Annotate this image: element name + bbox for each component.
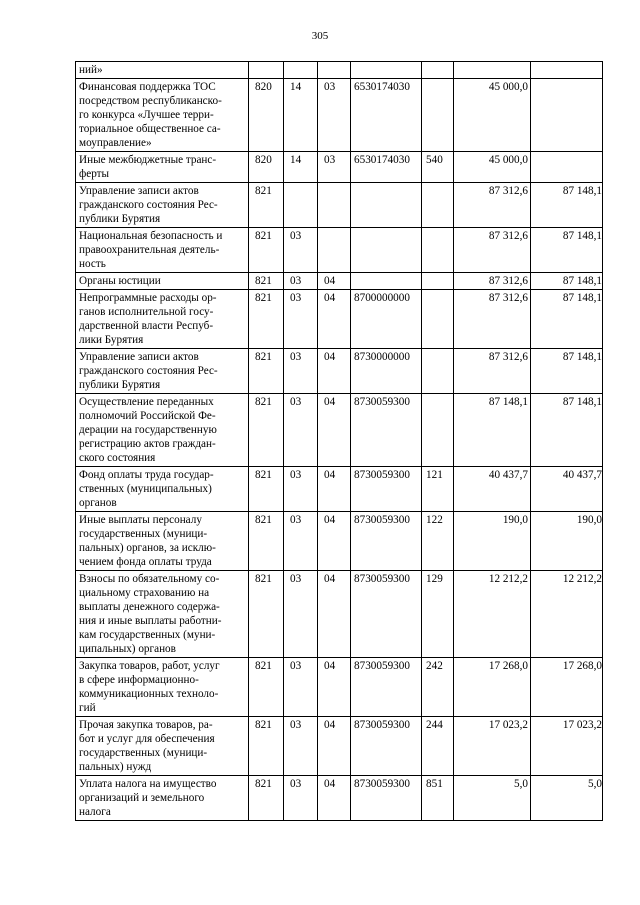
grbs-code-cell: 821 xyxy=(249,776,284,821)
row-name-cell xyxy=(76,349,249,394)
amount-2-cell: 87 148,1 xyxy=(531,273,603,290)
section-code-cell: 14 xyxy=(284,79,318,152)
row-name-line: гражданского состояния Рес- xyxy=(79,365,218,377)
row-name-line: моуправление» xyxy=(79,137,152,149)
table-row xyxy=(76,79,603,152)
target-article-cell: 8730059300 xyxy=(351,776,422,821)
row-name-line: органов xyxy=(79,497,117,509)
amount-1-cell: 17 023,2 xyxy=(454,717,531,776)
grbs-code-cell: 821 xyxy=(249,571,284,658)
amount-2-cell: 40 437,7 xyxy=(531,467,603,512)
amount-1-cell: 45 000,0 xyxy=(454,152,531,183)
amount-1-cell xyxy=(454,62,531,79)
table-row xyxy=(76,228,603,273)
amount-2-cell: 17 268,0 xyxy=(531,658,603,717)
amount-1-cell: 87 148,1 xyxy=(454,394,531,467)
expense-type-cell xyxy=(422,290,454,349)
row-name-line: ферты xyxy=(79,168,110,180)
grbs-code-cell: 820 xyxy=(249,79,284,152)
row-name-line: Иные межбюджетные транс- xyxy=(79,154,217,166)
expense-type-cell xyxy=(422,394,454,467)
table-row xyxy=(76,290,603,349)
expense-type-cell: 540 xyxy=(422,152,454,183)
row-name-line: гражданского состояния Рес- xyxy=(79,199,218,211)
row-name-cell xyxy=(76,512,249,571)
budget-table xyxy=(75,61,603,821)
table-row xyxy=(76,349,603,394)
expense-type-cell xyxy=(422,79,454,152)
row-name-line: организаций и земельного xyxy=(79,792,205,804)
subsection-code-cell: 04 xyxy=(318,394,351,467)
row-name-line: Уплата налога на имущество xyxy=(79,778,217,790)
row-name-cell xyxy=(76,776,249,821)
section-code-cell: 03 xyxy=(284,512,318,571)
expense-type-cell xyxy=(422,228,454,273)
grbs-code-cell: 821 xyxy=(249,467,284,512)
section-code-cell: 14 xyxy=(284,152,318,183)
row-name-line: выплаты денежного содержа- xyxy=(79,601,220,613)
row-name-line: государственных (муници- xyxy=(79,747,208,759)
table-row xyxy=(76,152,603,183)
target-article-cell xyxy=(351,228,422,273)
row-name-cell xyxy=(76,394,249,467)
expense-type-cell xyxy=(422,273,454,290)
row-name-line: Прочая закупка товаров, ра- xyxy=(79,719,213,731)
section-code-cell xyxy=(284,62,318,79)
section-code-cell: 03 xyxy=(284,717,318,776)
row-name-line: чением фонда оплаты труда xyxy=(79,556,212,568)
row-name-line: ганов исполнительной госу- xyxy=(79,306,214,318)
subsection-code-cell: 04 xyxy=(318,512,351,571)
amount-1-cell: 87 312,6 xyxy=(454,273,531,290)
target-article-cell xyxy=(351,183,422,228)
row-name-line: Органы юстиции xyxy=(79,275,161,287)
expense-type-cell: 242 xyxy=(422,658,454,717)
target-article-cell xyxy=(351,62,422,79)
target-article-cell: 8730059300 xyxy=(351,467,422,512)
row-name-line: в сфере информационно- xyxy=(79,674,199,686)
section-code-cell: 03 xyxy=(284,776,318,821)
section-code-cell: 03 xyxy=(284,467,318,512)
subsection-code-cell: 03 xyxy=(318,152,351,183)
row-name-cell xyxy=(76,79,249,152)
row-name-line: циальному страхованию на xyxy=(79,587,210,599)
table-body xyxy=(76,62,603,821)
row-name-cell xyxy=(76,228,249,273)
subsection-code-cell: 04 xyxy=(318,290,351,349)
amount-2-cell: 12 212,2 xyxy=(531,571,603,658)
amount-2-cell: 87 148,1 xyxy=(531,228,603,273)
row-name-cell xyxy=(76,658,249,717)
target-article-cell: 6530174030 xyxy=(351,152,422,183)
amount-2-cell: 87 148,1 xyxy=(531,183,603,228)
row-name-line: кам государственных (муни- xyxy=(79,629,216,641)
row-name-line: лики Бурятия xyxy=(79,334,144,346)
row-name-line: Национальная безопасность и xyxy=(79,230,223,242)
section-code-cell: 03 xyxy=(284,290,318,349)
grbs-code-cell: 821 xyxy=(249,394,284,467)
row-name-cell xyxy=(76,717,249,776)
grbs-code-cell: 821 xyxy=(249,717,284,776)
row-name-line: ний» xyxy=(79,64,103,76)
table-row xyxy=(76,467,603,512)
subsection-code-cell: 04 xyxy=(318,776,351,821)
row-name-line: государственных (муници- xyxy=(79,528,208,540)
target-article-cell: 8730059300 xyxy=(351,394,422,467)
grbs-code-cell: 821 xyxy=(249,349,284,394)
subsection-code-cell xyxy=(318,62,351,79)
section-code-cell: 03 xyxy=(284,349,318,394)
amount-1-cell: 12 212,2 xyxy=(454,571,531,658)
table-row xyxy=(76,776,603,821)
row-name-line: ского состояния xyxy=(79,452,156,464)
section-code-cell: 03 xyxy=(284,658,318,717)
table-row xyxy=(76,62,603,79)
amount-1-cell: 40 437,7 xyxy=(454,467,531,512)
target-article-cell: 8730059300 xyxy=(351,717,422,776)
grbs-code-cell: 821 xyxy=(249,290,284,349)
row-name-line: регистрацию актов граждан- xyxy=(79,438,216,450)
row-name-line: Управление записи актов xyxy=(79,351,199,363)
row-name-line: пальных) органов, за исклю- xyxy=(79,542,216,554)
row-name-line: Непрограммные расходы ор- xyxy=(79,292,217,304)
section-code-cell: 03 xyxy=(284,228,318,273)
subsection-code-cell: 03 xyxy=(318,79,351,152)
row-name-line: Управление записи актов xyxy=(79,185,199,197)
row-name-line: Осуществление переданных xyxy=(79,396,214,408)
row-name-line: ственных (муниципальных) xyxy=(79,483,212,495)
row-name-line: дарственной власти Респуб- xyxy=(79,320,214,332)
amount-1-cell: 87 312,6 xyxy=(454,349,531,394)
amount-2-cell xyxy=(531,79,603,152)
grbs-code-cell: 821 xyxy=(249,273,284,290)
table-row xyxy=(76,512,603,571)
row-name-line: Финансовая поддержка ТОС xyxy=(79,81,216,93)
target-article-cell xyxy=(351,273,422,290)
amount-2-cell: 5,0 xyxy=(531,776,603,821)
amount-1-cell: 87 312,6 xyxy=(454,183,531,228)
table-row xyxy=(76,394,603,467)
row-name-line: ципальных) органов xyxy=(79,643,176,655)
expense-type-cell xyxy=(422,183,454,228)
grbs-code-cell: 821 xyxy=(249,228,284,273)
row-name-line: посредством республиканско- xyxy=(79,95,222,107)
target-article-cell: 8700000000 xyxy=(351,290,422,349)
amount-1-cell: 87 312,6 xyxy=(454,228,531,273)
subsection-code-cell: 04 xyxy=(318,273,351,290)
amount-2-cell: 87 148,1 xyxy=(531,349,603,394)
row-name-cell xyxy=(76,290,249,349)
row-name-line: коммуникационных техноло- xyxy=(79,688,219,700)
expense-type-cell xyxy=(422,62,454,79)
row-name-cell xyxy=(76,152,249,183)
section-code-cell: 03 xyxy=(284,571,318,658)
grbs-code-cell: 821 xyxy=(249,183,284,228)
target-article-cell: 8730059300 xyxy=(351,512,422,571)
table-row xyxy=(76,717,603,776)
target-article-cell: 6530174030 xyxy=(351,79,422,152)
expense-type-cell: 244 xyxy=(422,717,454,776)
amount-2-cell: 87 148,1 xyxy=(531,290,603,349)
row-name-line: Закупка товаров, работ, услуг xyxy=(79,660,220,672)
amount-2-cell: 17 023,2 xyxy=(531,717,603,776)
section-code-cell: 03 xyxy=(284,394,318,467)
row-name-line: го конкурса «Лучшее терри- xyxy=(79,109,214,121)
row-name-line: ния и иные выплаты работни- xyxy=(79,615,222,627)
grbs-code-cell: 821 xyxy=(249,512,284,571)
table-row xyxy=(76,273,603,290)
row-name-line: публики Бурятия xyxy=(79,379,161,391)
section-code-cell: 03 xyxy=(284,273,318,290)
row-name-cell xyxy=(76,183,249,228)
amount-2-cell: 87 148,1 xyxy=(531,394,603,467)
target-article-cell: 8730059300 xyxy=(351,658,422,717)
row-name-line: публики Бурятия xyxy=(79,213,161,225)
row-name-line: Иные выплаты персоналу xyxy=(79,514,202,526)
grbs-code-cell xyxy=(249,62,284,79)
target-article-cell: 8730059300 xyxy=(351,571,422,658)
row-name-line: ториальное общественное са- xyxy=(79,123,221,135)
row-name-line: правоохранительная деятель- xyxy=(79,244,220,256)
row-name-cell xyxy=(76,273,249,290)
subsection-code-cell: 04 xyxy=(318,658,351,717)
expense-type-cell: 129 xyxy=(422,571,454,658)
table-row xyxy=(76,183,603,228)
grbs-code-cell: 820 xyxy=(249,152,284,183)
row-name-line: Взносы по обязательному со- xyxy=(79,573,220,585)
amount-2-cell: 190,0 xyxy=(531,512,603,571)
row-name-line: полномочий Российской Фе- xyxy=(79,410,216,422)
row-name-line: гий xyxy=(79,702,96,714)
row-name-line: Фонд оплаты труда государ- xyxy=(79,469,214,481)
amount-1-cell: 87 312,6 xyxy=(454,290,531,349)
amount-1-cell: 190,0 xyxy=(454,512,531,571)
section-code-cell xyxy=(284,183,318,228)
table-row xyxy=(76,658,603,717)
amount-2-cell xyxy=(531,152,603,183)
row-name-cell xyxy=(76,571,249,658)
grbs-code-cell: 821 xyxy=(249,658,284,717)
expense-type-cell: 122 xyxy=(422,512,454,571)
page-number: 305 xyxy=(311,30,329,42)
subsection-code-cell: 04 xyxy=(318,467,351,512)
row-name-cell xyxy=(76,62,249,79)
row-name-line: пальных) нужд xyxy=(79,761,152,773)
amount-1-cell: 45 000,0 xyxy=(454,79,531,152)
expense-type-cell: 851 xyxy=(422,776,454,821)
expense-type-cell: 121 xyxy=(422,467,454,512)
amount-1-cell: 17 268,0 xyxy=(454,658,531,717)
subsection-code-cell: 04 xyxy=(318,717,351,776)
expense-type-cell xyxy=(422,349,454,394)
subsection-code-cell: 04 xyxy=(318,571,351,658)
subsection-code-cell: 04 xyxy=(318,349,351,394)
amount-1-cell: 5,0 xyxy=(454,776,531,821)
row-name-line: налога xyxy=(79,806,111,818)
table-row xyxy=(76,571,603,658)
row-name-line: ность xyxy=(79,258,106,270)
subsection-code-cell xyxy=(318,228,351,273)
row-name-cell xyxy=(76,467,249,512)
amount-2-cell xyxy=(531,62,603,79)
row-name-line: бот и услуг для обеспечения xyxy=(79,733,215,745)
row-name-line: дерации на государственную xyxy=(79,424,217,436)
target-article-cell: 8730000000 xyxy=(351,349,422,394)
subsection-code-cell xyxy=(318,183,351,228)
